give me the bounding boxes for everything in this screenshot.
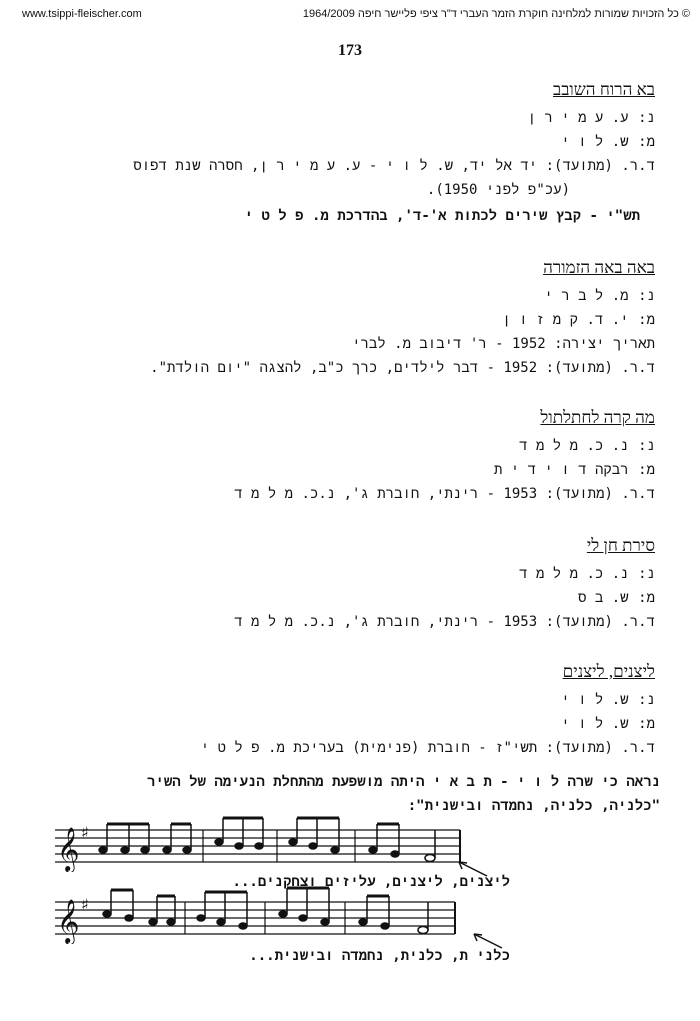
song-line: ד.ר. (מתועד): 1953 - רינתי, חוברת ג', נ.כ. מ ל מ ד (234, 614, 655, 630)
copyright-notice: © כל הזכויות שמורות למלחינה חוקרת הזמר העברי ד"ר ציפי פליישר חיפה 1964/2009 (302, 8, 690, 20)
song-line: תאריך יצירה: 1952 - ר' דיבוב מ. לברי (352, 336, 655, 352)
lyric-line: ליצנים, ליצנים, עליזים וצחקנים... (232, 874, 510, 890)
song-title: מה קרה לחתלתול (540, 408, 655, 427)
song-line: נ: ע. ע מ י ר ן (527, 110, 655, 126)
site-url: www.tsippi-fleischer.com (22, 8, 142, 20)
music-staff (55, 812, 475, 872)
song-line: נ: נ. כ. מ ל מ ד (519, 566, 655, 582)
song-line: ד.ר. (מתועד): 1953 - רינתי, חוברת ג', נ.כ. מ ל מ ד (234, 486, 655, 502)
song-line: ד.ר. (מתועד): תשי"ז - חוברת (פנימית) בעריכת מ. פ ל ט י (200, 740, 655, 756)
page-number: 173 (338, 42, 362, 59)
treble-clef-icon: 𝄞 (57, 899, 80, 943)
lyric-line: כלני ת, כלנית, נחמדה ובישנית... (249, 948, 510, 964)
song-line: מ: רבקה ד ו י ד י ת (493, 462, 655, 478)
song-title: ליצנים, ליצנים (562, 662, 655, 681)
note-line: נראה כי שרה ל ו י - ת ב א י היתה מושפעת מהתחלת הנעימה של השיר (147, 774, 660, 790)
song-line: תש"י - קבץ שירים לכתות א'-ד', בהדרכת מ. פ ל ט י (244, 208, 640, 224)
song-line: מ: ש. ל ו י (561, 134, 655, 150)
song-line: ד.ר. (מתועד): 1952 - דבר לילדים, כרך כ"ב, להצגה "יום הולדת". (150, 360, 655, 376)
song-line: (עכ"פ לפני 1950). (426, 182, 570, 198)
note-line: "כלניה, כלניה, נחמדה ובישנית": (407, 798, 660, 814)
treble-clef-icon: 𝄞 (57, 827, 80, 871)
song-title: באה באה הזמורה (543, 258, 655, 277)
song-line: ד.ר. (מתועד): יד אל יד, ש. ל ו י - ע. ע מ י ר ן, חסרה שנת דפוס (133, 158, 655, 174)
music-staff (55, 882, 475, 944)
song-title: סירת חן לי (586, 536, 655, 555)
sharp-icon: ♯ (81, 823, 89, 842)
sharp-icon: ♯ (81, 895, 89, 914)
song-line: מ: י. ד. ק מ ז ו ן (502, 312, 655, 328)
song-line: נ: מ. ל ב ר י (544, 288, 655, 304)
song-line: נ: ש. ל ו י (561, 692, 655, 708)
song-line: נ: נ. כ. מ ל מ ד (519, 438, 655, 454)
song-line: מ: ש. ב ס (578, 590, 655, 606)
song-line: מ: ש. ל ו י (561, 716, 655, 732)
song-title: בא הרוח השובב (553, 80, 655, 99)
